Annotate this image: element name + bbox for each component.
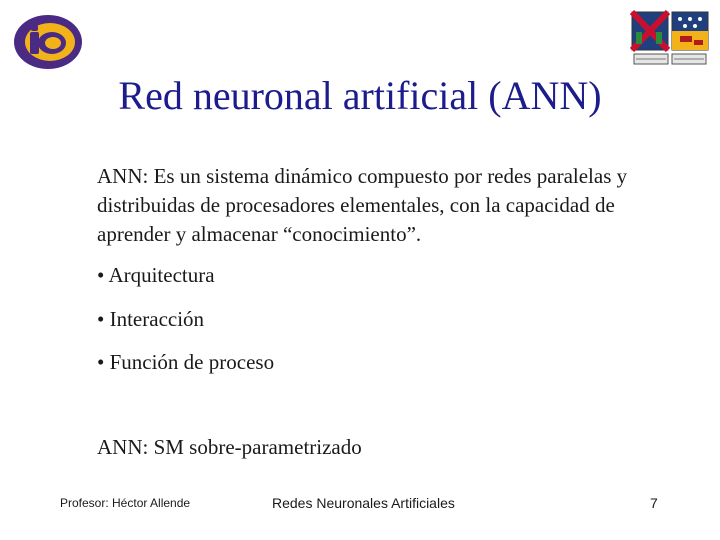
bullet-item: • Arquitectura <box>97 263 215 287</box>
page-number: 7 <box>650 495 658 511</box>
note-text: ANN: SM sobre-parametrizado <box>97 435 362 459</box>
slide-title: Red neuronal artificial (ANN) <box>118 73 602 118</box>
footer-course: Redes Neuronales Artificiales <box>272 495 455 511</box>
footer-author: Profesor: Héctor Allende <box>60 496 191 510</box>
coat-of-arms-icon <box>630 10 710 70</box>
bullet-item: • Interacción <box>97 307 205 331</box>
definition-text: ANN: Es un sistema dinámico compuesto por redes paralelas y distribuidas de procesadores elementales, con la capacidad de aprender y almacenar “conocimiento”. <box>97 164 628 246</box>
bullet-item: • Función de proceso <box>97 350 275 374</box>
university-logo-icon <box>12 12 84 72</box>
